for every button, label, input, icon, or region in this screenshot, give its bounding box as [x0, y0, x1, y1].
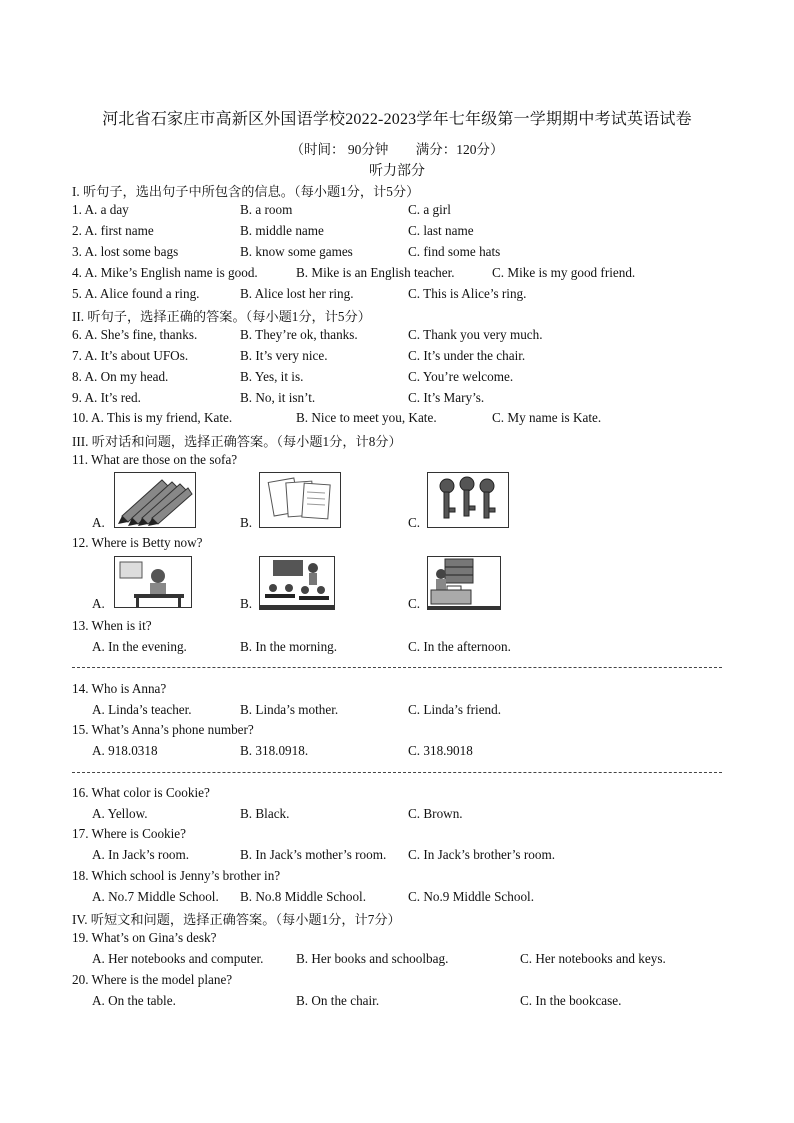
q15-option-b: B. 318.0918.	[240, 743, 309, 758]
divider	[72, 667, 722, 668]
q5-option-b: B. Alice lost her ring.	[240, 286, 354, 301]
q12-label-c: C.	[408, 596, 421, 611]
q3-option-c: C. find some hats	[408, 244, 501, 259]
section-4-heading: IV. 听短文和问题，选择正确答案。（每小题1分，计7分）	[72, 912, 401, 927]
q8-option-b: B. Yes, it is.	[240, 369, 304, 384]
q1-option-a: 1. A. a day	[72, 202, 129, 217]
q17-option-a: A. In Jack’s room.	[92, 847, 190, 862]
q11-label-a: A.	[92, 515, 105, 530]
q4-option-c: C. Mike is my good friend.	[492, 265, 636, 280]
q7-option-a: 7. A. It’s about UFOs.	[72, 348, 189, 363]
q6-option-a: 6. A. She’s fine, thanks.	[72, 327, 198, 342]
q17-option-b: B. In Jack’s mother’s room.	[240, 847, 387, 862]
q7-option-c: C. It’s under the chair.	[408, 348, 526, 363]
q7-option-b: B. It’s very nice.	[240, 348, 328, 363]
q16-option-a: A. Yellow.	[92, 806, 148, 821]
q14-option-c: C. Linda’s friend.	[408, 702, 502, 717]
q14-stem: 14. Who is Anna?	[72, 681, 167, 696]
exam-score: 满分：120分）	[415, 142, 504, 157]
q18-stem: 18. Which school is Jenny’s brother in?	[72, 868, 281, 883]
q11-label-c: C.	[408, 515, 421, 530]
q17-option-c: C. In Jack’s brother’s room.	[408, 847, 555, 862]
q13-stem: 13. When is it?	[72, 618, 152, 633]
q20-option-b: B. On the chair.	[296, 993, 380, 1008]
q1-option-c: C. a girl	[408, 202, 451, 217]
q15-stem: 15. What’s Anna’s phone number?	[72, 722, 254, 737]
q10-option-b: B. Nice to meet you, Kate.	[296, 410, 437, 425]
pencils-picture-icon	[114, 472, 196, 528]
q10-option-c: C. My name is Kate.	[492, 410, 602, 425]
keys-picture-icon	[427, 472, 509, 528]
q14-option-a: A. Linda’s teacher.	[92, 702, 192, 717]
q20-option-a: A. On the table.	[92, 993, 176, 1008]
q19-option-c: C. Her notebooks and keys.	[520, 951, 666, 966]
q6-option-c: C. Thank you very much.	[408, 327, 543, 342]
section-2-heading: II. 听句子，选择正确的答案。（每小题1分，计5分）	[72, 309, 371, 324]
q12-label-a: A.	[92, 596, 105, 611]
q3-option-b: B. know some games	[240, 244, 353, 259]
exam-time: （时间： 90分钟	[290, 142, 389, 157]
q18-option-a: A. No.7 Middle School.	[92, 889, 219, 904]
q2-option-a: 2. A. first name	[72, 223, 154, 238]
q13-option-c: C. In the afternoon.	[408, 639, 511, 654]
listening-part-heading: 听力部分	[369, 164, 425, 179]
q2-option-c: C. last name	[408, 223, 474, 238]
girl-at-desk-picture-icon	[114, 556, 192, 608]
classroom-picture-icon	[259, 556, 335, 610]
q6-option-b: B. They’re ok, thanks.	[240, 327, 358, 342]
q15-option-c: C. 318.9018	[408, 743, 473, 758]
q16-stem: 16. What color is Cookie?	[72, 785, 210, 800]
q12-label-b: B.	[240, 596, 253, 611]
q5-option-c: C. This is Alice’s ring.	[408, 286, 527, 301]
notebooks-picture-icon	[259, 472, 341, 528]
q20-stem: 20. Where is the model plane?	[72, 972, 233, 987]
exam-meta	[0, 138, 794, 158]
q16-option-c: C. Brown.	[408, 806, 463, 821]
q12-stem: 12. Where is Betty now?	[72, 535, 203, 550]
q19-option-a: A. Her notebooks and computer.	[92, 951, 264, 966]
q11-label-b: B.	[240, 515, 253, 530]
q18-option-c: C. No.9 Middle School.	[408, 889, 535, 904]
q3-option-a: 3. A. lost some bags	[72, 244, 179, 259]
q19-option-b: B. Her books and schoolbag.	[296, 951, 449, 966]
q5-option-a: 5. A. Alice found a ring.	[72, 286, 200, 301]
library-picture-icon	[427, 556, 501, 610]
q9-option-c: C. It’s Mary’s.	[408, 390, 485, 405]
q17-stem: 17. Where is Cookie?	[72, 826, 187, 841]
divider	[72, 772, 722, 773]
q8-option-a: 8. A. On my head.	[72, 369, 169, 384]
section-3-heading: III. 听对话和问题，选择正确答案。（每小题1分，计8分）	[72, 434, 402, 449]
q10-option-a: 10. A. This is my friend, Kate.	[72, 410, 233, 425]
q1-option-b: B. a room	[240, 202, 293, 217]
q4-option-b: B. Mike is an English teacher.	[296, 265, 455, 280]
q11-stem: 11. What are those on the sofa?	[72, 452, 238, 467]
section-1-heading: I. 听句子，选出句子中所包含的信息。（每小题1分，计5分）	[72, 184, 420, 199]
q19-stem: 19. What’s on Gina’s desk?	[72, 930, 217, 945]
q9-option-b: B. No, it isn’t.	[240, 390, 316, 405]
q18-option-b: B. No.8 Middle School.	[240, 889, 367, 904]
q2-option-b: B. middle name	[240, 223, 324, 238]
q16-option-b: B. Black.	[240, 806, 290, 821]
q8-option-c: C. You’re welcome.	[408, 369, 514, 384]
q13-option-a: A. In the evening.	[92, 639, 187, 654]
q4-option-a: 4. A. Mike’s English name is good.	[72, 265, 258, 280]
q9-option-a: 9. A. It’s red.	[72, 390, 141, 405]
q20-option-c: C. In the bookcase.	[520, 993, 622, 1008]
q15-option-a: A. 918.0318	[92, 743, 158, 758]
exam-title: 河北省石家庄市高新区外国语学校2022-2023学年七年级第一学期期中考试英语试卷	[102, 111, 692, 128]
q13-option-b: B. In the morning.	[240, 639, 338, 654]
q14-option-b: B. Linda’s mother.	[240, 702, 339, 717]
